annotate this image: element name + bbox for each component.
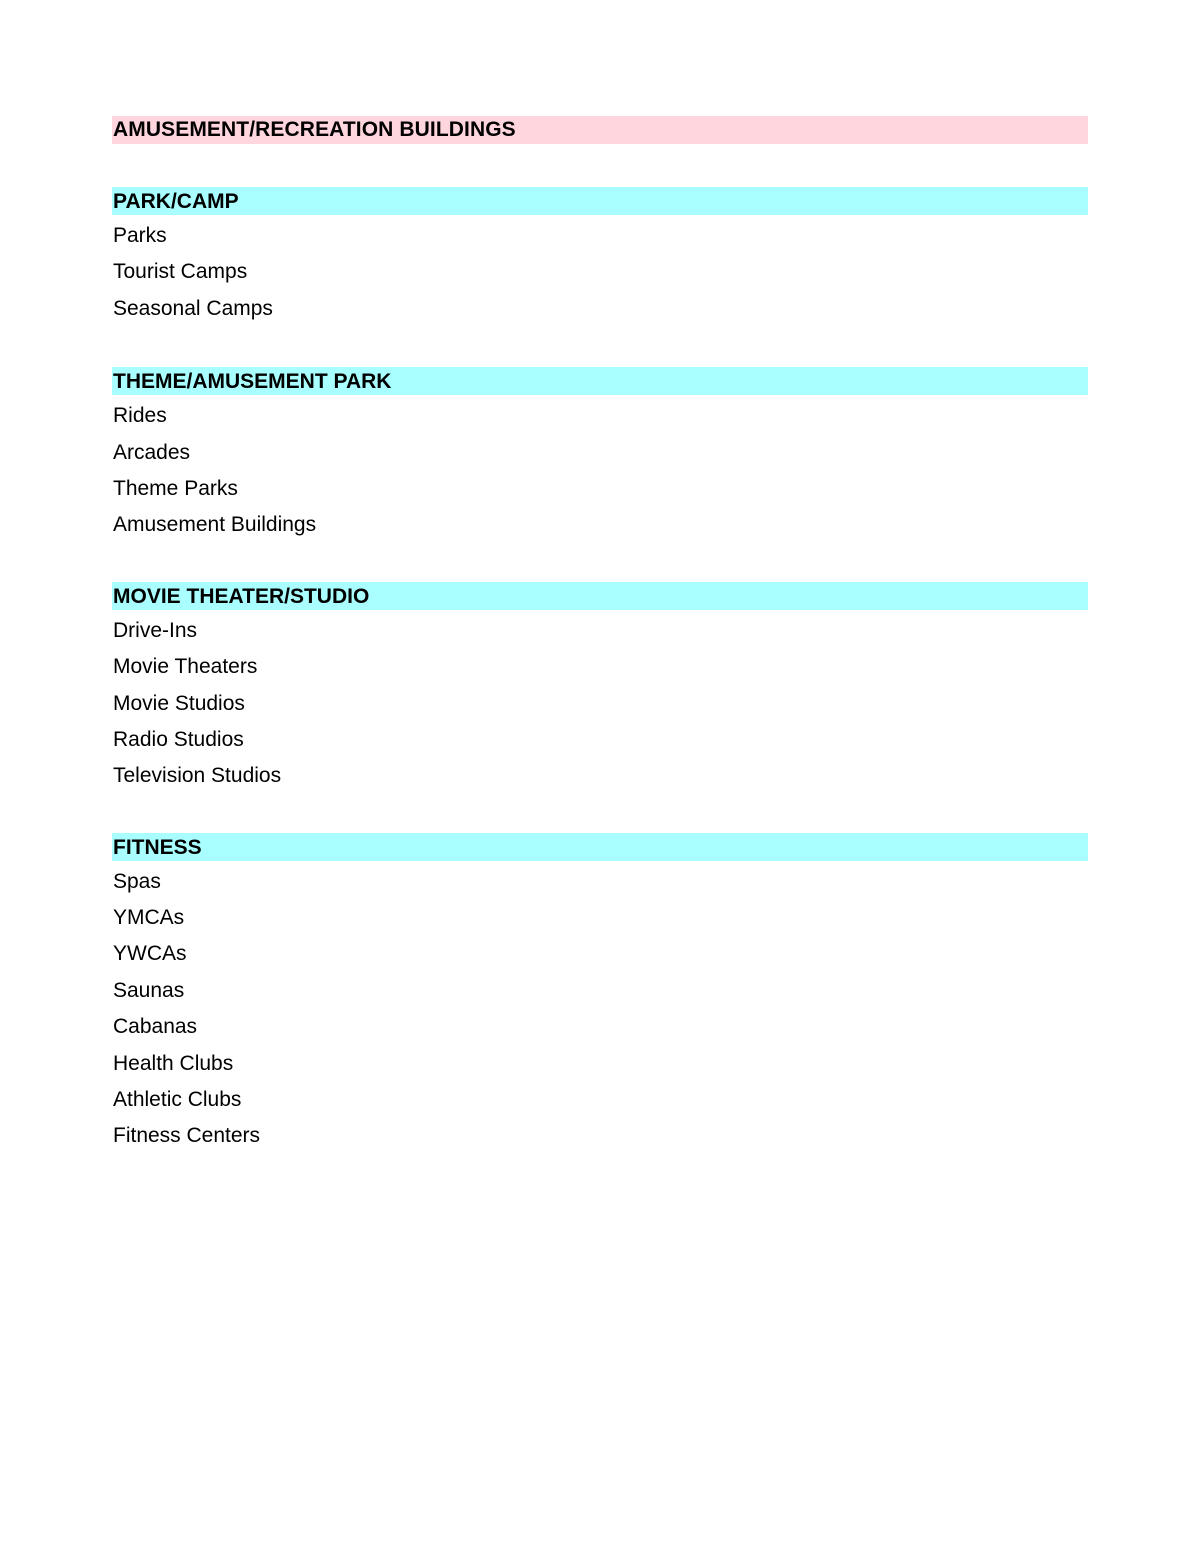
list-item: YWCAs <box>113 942 187 966</box>
list-item: Parks <box>113 224 167 247</box>
section-movie-theater-studio <box>112 582 1088 792</box>
list-item: Fitness Centers <box>113 1124 261 1148</box>
list-item: Cabanas <box>113 1015 198 1039</box>
list-item: Movie Studios <box>113 691 245 715</box>
list-item: YMCAs <box>113 906 185 930</box>
list-item: Spas <box>113 869 161 893</box>
section-header: PARK/CAMP <box>112 187 1088 215</box>
list-item: Tourist Camps <box>113 260 248 284</box>
list-item: Saunas <box>113 978 185 1002</box>
list-item: Athletic Clubs <box>113 1088 242 1112</box>
list-item: Drive-Ins <box>113 618 198 642</box>
item-list <box>112 610 1088 792</box>
list-item: Rides <box>113 404 167 428</box>
list-item: Amusement Buildings <box>113 513 317 537</box>
section-fitness <box>112 833 1088 1152</box>
list-item: Arcades <box>113 440 191 464</box>
section-theme-amusement-park <box>112 367 1088 541</box>
item-list <box>112 215 1088 324</box>
section-header: FITNESS <box>112 833 1088 861</box>
list-item: Theme Parks <box>113 476 238 500</box>
section-park-camp <box>112 187 1088 324</box>
list-item: Movie Theaters <box>113 655 258 679</box>
section-header: THEME/AMUSEMENT PARK <box>112 367 1088 395</box>
item-list <box>112 861 1088 1152</box>
section-header: MOVIE THEATER/STUDIO <box>112 582 1088 610</box>
list-item: Television Studios <box>113 764 282 788</box>
list-item: Health Clubs <box>113 1051 234 1075</box>
list-item: Seasonal Camps <box>113 296 273 320</box>
list-item: Radio Studios <box>113 727 244 751</box>
document-page <box>112 116 1088 1152</box>
item-list <box>112 395 1088 541</box>
document-title: AMUSEMENT/RECREATION BUILDINGS <box>112 116 1088 144</box>
